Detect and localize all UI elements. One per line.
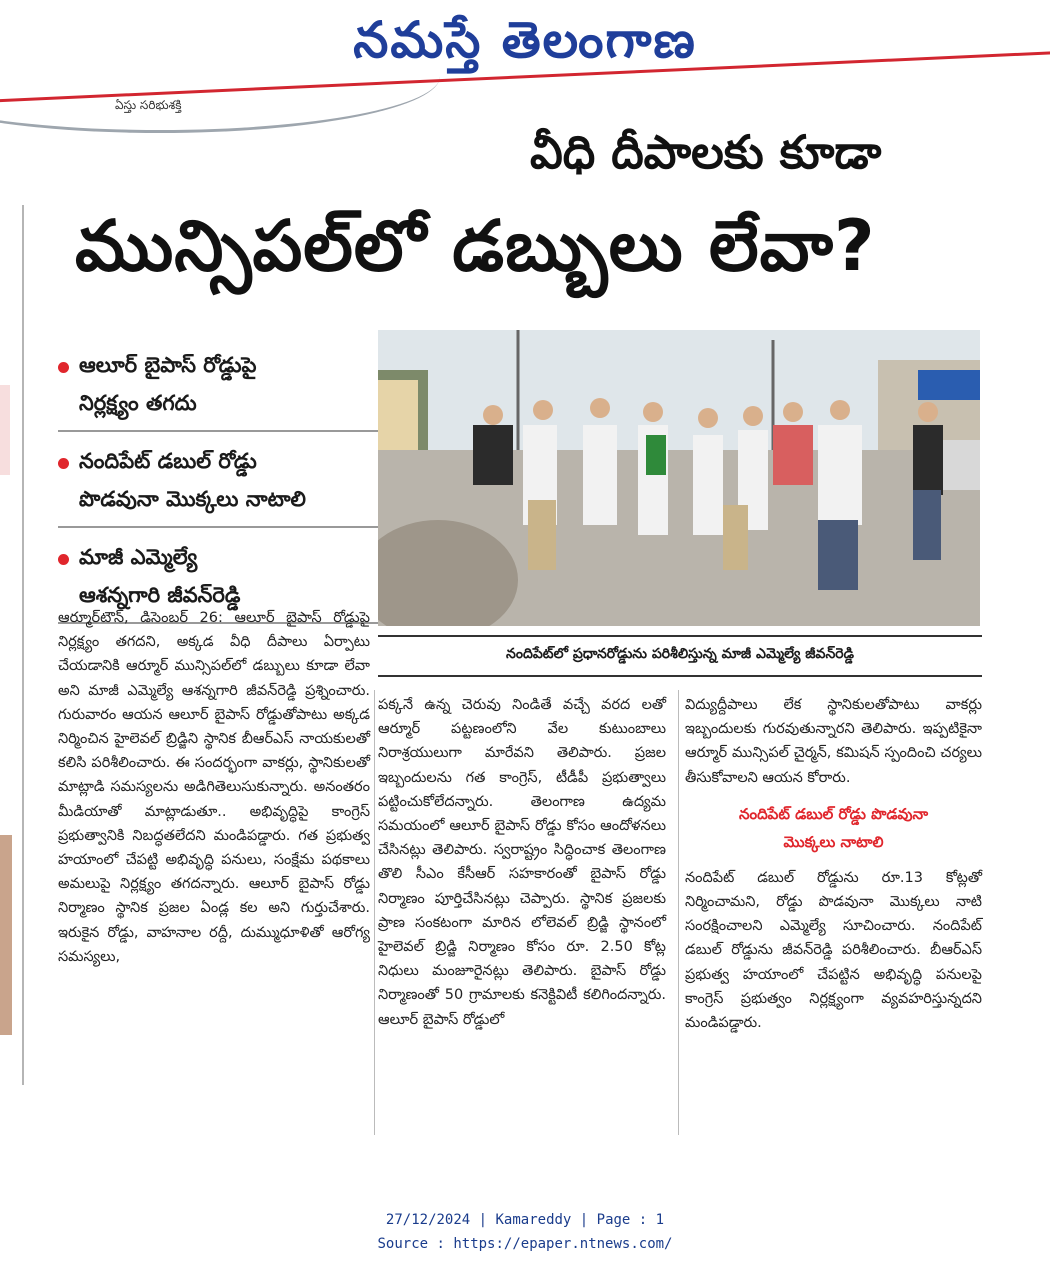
- photo-caption: నందిపేట్‌లో ప్రధానరోడ్డును పరిశీలిస్తున్న మాజీ ఎమ్మెల్యే జీవన్‌రెడ్డి: [506, 646, 854, 662]
- article-text: ఆర్మూర్‌టౌన్, డిసెంబర్ 26: ఆలూర్ బైపాస్ రోడ్డుపై నిర్లక్ష్యం తగదని, అక్కడ వీధి దీపాలు ఏర్పాటు చేయడానికి ఆర్మూర్ మున్సిపల్‌లో డబ్బులు కూడా లేవా అని మాజీ ఎమ్మెల్యే ఆశన్నగారి జీవన్‌రెడ్డి ప్రశ్నించారు. గురువారం ఆయన ఆలూర్ బైపాస్ రోడ్డుతోపాటు అక్కడ నిర్మించిన హైలెవల్ బ్రిడ్జిని స్థానిక బీఆర్‌ఎస్ నాయకులతో కలిసి పరిశీలించారు. ఈ సందర్భంగా వాకర్లు, స్థానికులతో మాట్లాడి సమస్యలను అడిగితెలుసుకున్నారు. అనంతరం మీడియాతో మాట్లాడుతూ.. అభివృద్ధిపై కాంగ్రెస్ ప్రభుత్వానికి నిబద్ధతలేదని మండిపడ్డారు. గత ప్రభుత్వ హయాంలో చేపట్టి అభివృద్ధి పనులు, సంక్షేమ పథకాలు అమలుపై నిర్లక్ష్యం తగదన్నారు. ఆలూర్ బైపాస్ రోడ్డు నిర్మాణం స్థానిక ప్రజల ఏండ్ల కల అని గుర్తుచేశారు. ఇరుకైన రోడ్డు, వాహనాల రద్దీ, దుమ్ముధూళితో ఆరోగ్య సమస్యలు,: [58, 610, 370, 965]
- left-edge-photo: [0, 835, 12, 1035]
- bullet-line-1: ఆలూర్ బైపాస్ రోడ్డుపై: [79, 353, 257, 377]
- subheading-line-2: మొక్కలు నాటాలి: [783, 832, 884, 851]
- left-edge-column: [0, 205, 24, 1085]
- masthead-logo: నమస్తే తెలంగాణ: [353, 10, 697, 69]
- column-divider: [374, 690, 375, 1135]
- subheading-line-1: నందిపేట్ డబుల్ రోడ్డు పొడవునా: [738, 804, 929, 823]
- bullet-dot-icon: [58, 554, 69, 565]
- bullet-line-2: నిర్లక్ష్యం తగదు: [79, 391, 197, 415]
- kicker-headline: వీధి దీపాలకు కూడా: [530, 125, 882, 179]
- decorative-arc: [0, 20, 440, 133]
- bullet-line-1: మాజీ ఎమ్మెల్యే: [79, 545, 198, 569]
- caption-bottom-rule: [378, 675, 982, 677]
- bullet-line-2: ఆశన్నగారి జీవన్‌రెడ్డి: [79, 583, 241, 607]
- bullet-dot-icon: [58, 362, 69, 373]
- bullet-item: [58, 438, 378, 528]
- arc-caption: ఏస్తు సరిభుశక్తి: [115, 98, 182, 112]
- main-headline: మున్సిపల్‌లో డబ్బులు లేవా?: [75, 205, 876, 287]
- bullet-item: [58, 342, 378, 432]
- article-text: పక్కనే ఉన్న చెరువు నిండితే వచ్చే వరద లతో ఆర్మూర్ పట్టణంలోని వేల కుటుంబాలు నిరాశ్రయులుగా మారేవని తెలిపారు. ప్రజల ఇబ్బందులను గత కాంగ్రెస్, టీడీపీ ప్రభుత్వాలు పట్టించుకోలేదన్నారు. తెలంగాణ ఉద్యమ సమయంలో ఆలూర్ బైపాస్ రోడ్డు కోసం ఆందోళనలు చేసినట్లు తెలిపారు. స్వరాష్ట్రం సిద్ధించాక తెలంగాణ తొలి సీఎం కేసీఆర్ సహకారంతో బైపాస్ రోడ్డు నిర్మాణం పూర్తిచేసినట్లు చెప్పారు. స్థానిక ప్రజలకు ప్రాణ సంకటంగా మారిన లోలెవల్ బ్రిడ్జి స్థానంలో హైలెవల్ బ్రిడ్జి నిర్మాణం కోసం రూ. 2.50 కోట్ల నిధులు మంజూరైనట్లు తెలిపారు. బైపాస్ రోడ్డు నిర్మాణంతో 50 గ్రామాలకు కనెక్టివిటీ కలిగిందన్నారు. ఆలూర్ బైపాస్ రోడ్డులో: [378, 697, 666, 1028]
- column-divider: [678, 690, 679, 1135]
- bullet-dot-icon: [58, 458, 69, 469]
- article-column-1: [58, 606, 370, 969]
- article-text: నందిపేట్ డబుల్ రోడ్డును రూ.13 కోట్లతో నిర్మించామని, రోడ్డు పొడవునా మొక్కలు నాటి సంరక్షించాలని ఎమ్మెల్యే సూచించారు. నందిపేట్ డబుల్ రోడ్డును జీవన్‌రెడ్డి పరిశీలించారు. బీఆర్‌ఎస్ ప్రభుత్వ హయాంలో చేపట్టిన అభివృద్ధి పనులపై కాంగ్రెస్ ప్రభుత్వం నిర్లక్ష్యంగా వ్యవహరిస్తున్నదని మండిపడ్డారు.: [685, 869, 982, 1032]
- article-text: విద్యుద్దీపాలు లేక స్థానికులతోపాటు వాకర్లు ఇబ్బందులకు గురవుతున్నారని తెలిపారు. ఇప్పటికైనా ఆర్మూర్ మున్సిపల్ చైర్మన్, కమిషన్ స్పందించి చర్యలు తీసుకోవాలని ఆయన కోరారు.: [685, 697, 982, 786]
- left-pink-box: [0, 385, 10, 475]
- bullet-line-2: పొడవునా మొక్కలు నాటాలి: [79, 487, 306, 511]
- footer-date-page: 27/12/2024 | Kamareddy | Page : 1: [385, 1212, 665, 1228]
- highlight-bullets: [58, 342, 378, 630]
- caption-top-rule: [378, 635, 982, 637]
- article-column-3: [685, 693, 982, 1035]
- subheading: [685, 800, 982, 856]
- page-footer: [0, 1208, 1050, 1256]
- bullet-line-1: నందిపేట్ డబుల్ రోడ్డు: [79, 449, 257, 473]
- news-photo: [378, 330, 980, 626]
- footer-source-link[interactable]: Source : https://epaper.ntnews.com/: [377, 1236, 673, 1252]
- article-column-2: [378, 693, 666, 1032]
- news-photo-illustration: [378, 330, 980, 626]
